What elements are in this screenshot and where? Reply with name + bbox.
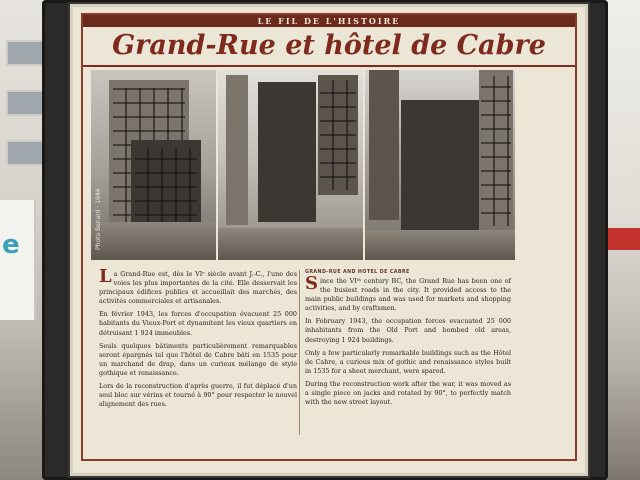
sign-banner	[83, 15, 575, 27]
french-paragraph-3: Seuls quelques bâtiments particulièrement remarquables seront épargnés tel que l'hôtel de Cabre bâti en 1535 pour un marchand de drap, dans un curieux mélange de style gothique et renaissance.	[99, 341, 297, 377]
french-paragraph-2: En février 1943, les forces d'occupation évacuent 25 000 habitants du Vieux-Port et dynamitent les vieux quartiers en détruisant 1 924 immeubles.	[99, 310, 297, 337]
ground	[218, 228, 363, 260]
english-paragraph-3: Only a few particularly remarkable buildings such as the Hôtel de Cabre, a curious mix of gothic and renaissance styles built in 1535 for a sheet merchant, were spared.	[305, 348, 511, 375]
historical-photo-right	[365, 70, 515, 260]
english-heading: GRAND-RUE AND HOTEL DE CABRE	[305, 270, 410, 275]
title-rule	[83, 65, 575, 67]
building-windows	[481, 76, 511, 226]
english-dropcap: S	[305, 273, 318, 294]
building-windows	[320, 80, 356, 190]
ground	[91, 222, 216, 260]
french-paragraph-1: a Grand-Rue est, dès le VIᵉ siècle avant J.-C., l'une des voies les plus importantes de la cité. Elle desservait les principaux édifices publics et accueillait des marchés, des activités commerciales et artisanales.	[99, 270, 297, 306]
photo-credit: Photo Benard · 1944	[95, 188, 102, 250]
storefront-sign-text: e	[2, 230, 20, 260]
historical-photo-middle	[218, 70, 363, 260]
english-paragraph-1: ince the VIᵗʰ century BC, the Grand Rue has been one of the busiest roads in the city. It provided access to the main public buildings and was used for markets and shopping activities, and by craftsmen.	[305, 277, 511, 313]
historical-photo-left	[91, 70, 216, 260]
building-windows	[135, 148, 197, 228]
english-text-column	[305, 270, 511, 411]
historical-sign-panel	[70, 4, 588, 476]
storefront-sign	[0, 200, 36, 320]
ground	[365, 230, 515, 260]
french-paragraph-4: Lors de la reconstruction d'après guerre, il fut déplacé d'un seul bloc sur vérins et tourné à 90° pour respecter le nouvel alignement des rues.	[99, 382, 297, 409]
banner-text: LE FIL DE L'HISTOIRE	[257, 16, 401, 26]
french-text-column	[99, 266, 297, 413]
column-divider	[299, 270, 300, 435]
sign-title: Grand-Rue et hôtel de Cabre	[112, 30, 546, 61]
french-dropcap: L	[99, 266, 112, 287]
building-shape	[226, 75, 248, 225]
sign-border	[81, 13, 577, 461]
hotel-de-cabre-shape	[401, 100, 479, 235]
hotel-de-cabre-shape	[258, 82, 316, 222]
building-shape	[369, 70, 399, 220]
english-paragraph-4: During the reconstruction work after the war, it was moved as a single piece on jacks and rotated by 90°, to perfectly match with the new street layout.	[305, 379, 511, 407]
english-paragraph-2: In February 1943, the occupation forces evacuated 25 000 inhabitants from the Old Port and bombed old areas, destroying 1 924 buildings.	[305, 317, 511, 344]
